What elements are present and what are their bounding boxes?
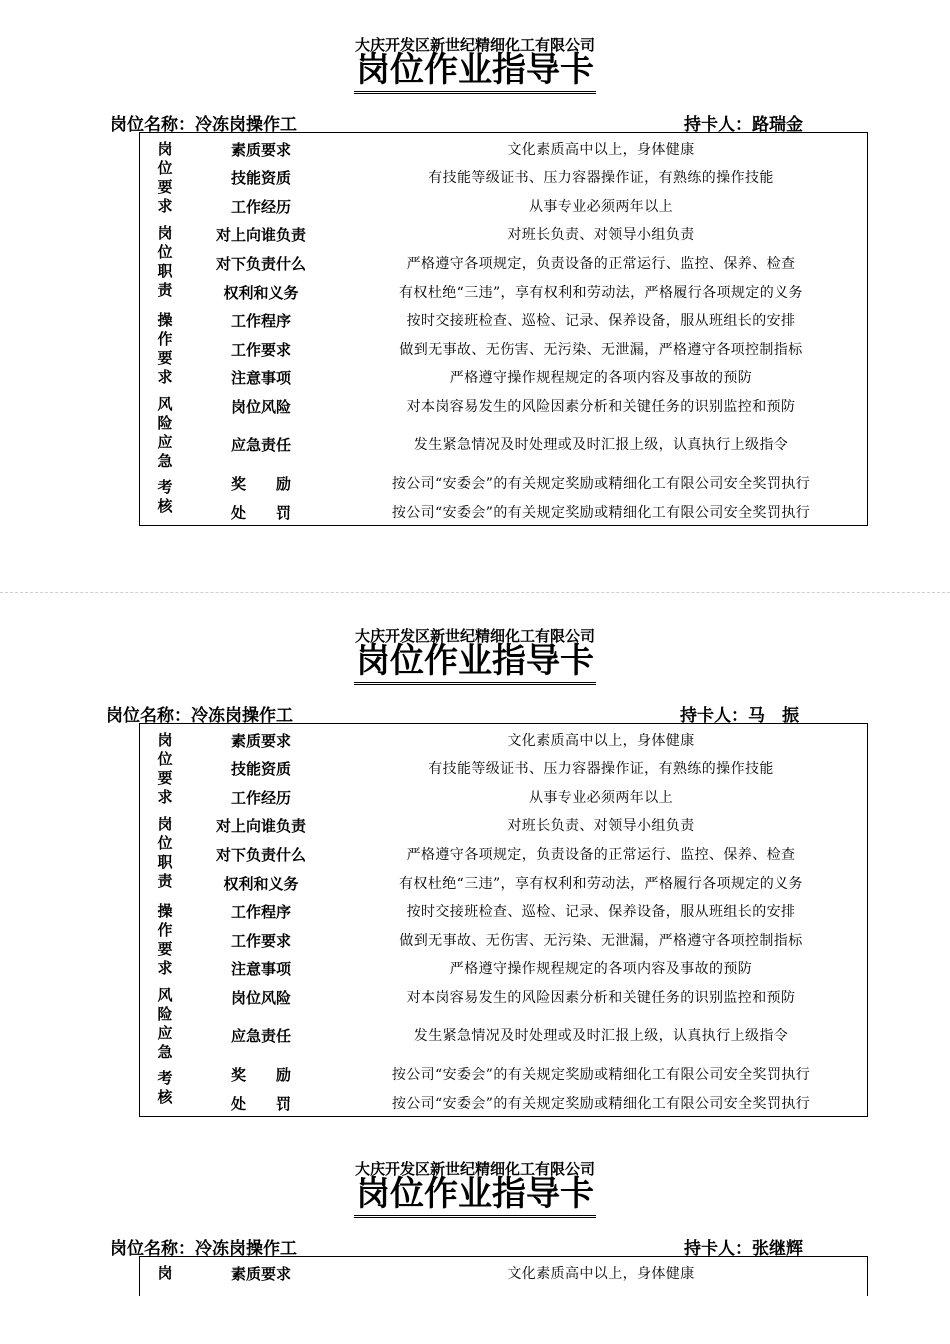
job-table [139, 723, 868, 1117]
category-job-requirements: 岗 位 要 求 [157, 140, 173, 215]
row-label: 应急责任 [230, 1027, 291, 1045]
row-content: 对班长负责、对领导小组负责 [507, 818, 695, 834]
row-label: 技能资质 [230, 760, 291, 778]
company-name: 大庆开发区新世纪精细化工有限公司 [354, 627, 595, 645]
row-content: 严格遵守操作规程规定的各项内容及事故的预防 [449, 961, 753, 977]
row-label: 岗位风险 [230, 989, 291, 1007]
row-label: 权利和义务 [223, 284, 299, 302]
row-content: 文化素质高中以上，身体健康 [507, 142, 695, 158]
category-operation-requirements: 操 作 要 求 [157, 902, 173, 977]
row-label: 奖 励 [230, 1066, 291, 1084]
row-label: 岗位风险 [230, 398, 291, 416]
row-label: 应急责任 [230, 436, 291, 454]
row-content: 有技能等级证书、压力容器操作证，有熟练的操作技能 [428, 170, 774, 186]
row-label: 注意事项 [230, 960, 291, 978]
row-content: 有权杜绝“三违”，享有权利和劳动法，严格履行各项规定的义务 [399, 876, 803, 892]
row-content: 对班长负责、对领导小组负责 [507, 227, 695, 243]
row-label: 处 罚 [230, 1095, 291, 1113]
row-label: 对上向谁负责 [215, 226, 306, 244]
card-holder-label: 持卡人： [684, 1239, 752, 1259]
card-holder-value: 张继辉 [752, 1239, 803, 1259]
card-title-text: 岗位作业指导卡 [354, 50, 596, 94]
row-label: 工作经历 [230, 198, 291, 216]
job-table [139, 1256, 868, 1296]
row-label: 工作程序 [230, 903, 291, 921]
row-label: 素质要求 [230, 732, 291, 750]
category-operation-requirements: 操 作 要 求 [157, 311, 173, 386]
row-label: 注意事项 [230, 369, 291, 387]
row-label: 工作要求 [230, 341, 291, 359]
card-holder-label: 持卡人： [680, 706, 748, 726]
row-content: 有技能等级证书、压力容器操作证，有熟练的操作技能 [428, 761, 774, 777]
card-title-text: 岗位作业指导卡 [354, 641, 596, 685]
category-assessment: 考 核 [157, 478, 173, 515]
row-content: 按公司“安委会”的有关规定奖励或精细化工有限公司安全奖罚执行 [391, 1067, 811, 1083]
row-label: 对下负责什么 [215, 846, 306, 864]
company-name: 大庆开发区新世纪精细化工有限公司 [354, 36, 595, 54]
category-risk-emergency: 风 险 应 急 [157, 986, 173, 1061]
row-content: 按时交接班检查、巡检、记录、保养设备，服从班组长的安排 [406, 313, 796, 329]
card-title [0, 50, 950, 90]
row-content: 从事专业必须两年以上 [529, 199, 673, 215]
row-content: 按公司“安委会”的有关规定奖励或精细化工有限公司安全奖罚执行 [391, 505, 811, 521]
row-content: 按公司“安委会”的有关规定奖励或精细化工有限公司安全奖罚执行 [391, 476, 811, 492]
category-job-duties: 岗 位 职 责 [157, 815, 173, 890]
row-content: 做到无事故、无伤害、无污染、无泄漏，严格遵守各项控制指标 [399, 933, 803, 949]
row-content: 严格遵守操作规程规定的各项内容及事故的预防 [449, 370, 753, 386]
row-content: 做到无事故、无伤害、无污染、无泄漏，严格遵守各项控制指标 [399, 342, 803, 358]
row-content: 严格遵守各项规定，负责设备的正常运行、监控、保养、检查 [406, 256, 796, 272]
row-content: 文化素质高中以上，身体健康 [507, 1266, 695, 1282]
row-label: 工作经历 [230, 789, 291, 807]
row-label: 素质要求 [230, 1265, 291, 1283]
row-content: 有权杜绝“三违”，享有权利和劳动法，严格履行各项规定的义务 [399, 285, 803, 301]
row-label: 工作要求 [230, 932, 291, 950]
post-name-label: 岗位名称： [110, 1239, 195, 1259]
category-risk-emergency: 风 险 应 急 [157, 395, 173, 470]
card-holder-value: 马 振 [748, 706, 799, 726]
row-label: 对上向谁负责 [215, 817, 306, 835]
row-content: 对本岗容易发生的风险因素分析和关键任务的识别监控和预防 [406, 399, 796, 415]
post-name-label: 岗位名称： [110, 115, 195, 135]
card-title [0, 1174, 950, 1214]
row-label: 权利和义务 [223, 875, 299, 893]
job-table [139, 132, 868, 526]
category-job-requirements: 岗 [157, 1264, 173, 1282]
row-label: 对下负责什么 [215, 255, 306, 273]
category-job-requirements: 岗 位 要 求 [157, 731, 173, 806]
category-job-duties: 岗 位 职 责 [157, 224, 173, 299]
card-title-text: 岗位作业指导卡 [354, 1174, 596, 1218]
category-assessment: 考 核 [157, 1069, 173, 1106]
company-name: 大庆开发区新世纪精细化工有限公司 [354, 1160, 595, 1178]
post-name-value: 冷冻岗操作工 [191, 706, 293, 726]
post-name-value: 冷冻岗操作工 [195, 1239, 297, 1259]
card-holder-label: 持卡人： [684, 115, 752, 135]
row-content: 严格遵守各项规定，负责设备的正常运行、监控、保养、检查 [406, 847, 796, 863]
row-content: 发生紧急情况及时处理或及时汇报上级，认真执行上级指令 [413, 1028, 789, 1044]
row-label: 处 罚 [230, 504, 291, 522]
row-label: 素质要求 [230, 141, 291, 159]
page-break-divider [0, 592, 950, 593]
row-content: 对本岗容易发生的风险因素分析和关键任务的识别监控和预防 [406, 990, 796, 1006]
row-label: 工作程序 [230, 312, 291, 330]
card-title [0, 641, 950, 681]
row-content: 按时交接班检查、巡检、记录、保养设备，服从班组长的安排 [406, 904, 796, 920]
post-name-label: 岗位名称： [106, 706, 191, 726]
row-label: 技能资质 [230, 169, 291, 187]
row-content: 从事专业必须两年以上 [529, 790, 673, 806]
post-name-value: 冷冻岗操作工 [195, 115, 297, 135]
row-content: 按公司“安委会”的有关规定奖励或精细化工有限公司安全奖罚执行 [391, 1096, 811, 1112]
row-label: 奖 励 [230, 475, 291, 493]
row-content: 文化素质高中以上，身体健康 [507, 733, 695, 749]
card-holder-value: 路瑞金 [752, 115, 803, 135]
row-content: 发生紧急情况及时处理或及时汇报上级，认真执行上级指令 [413, 437, 789, 453]
